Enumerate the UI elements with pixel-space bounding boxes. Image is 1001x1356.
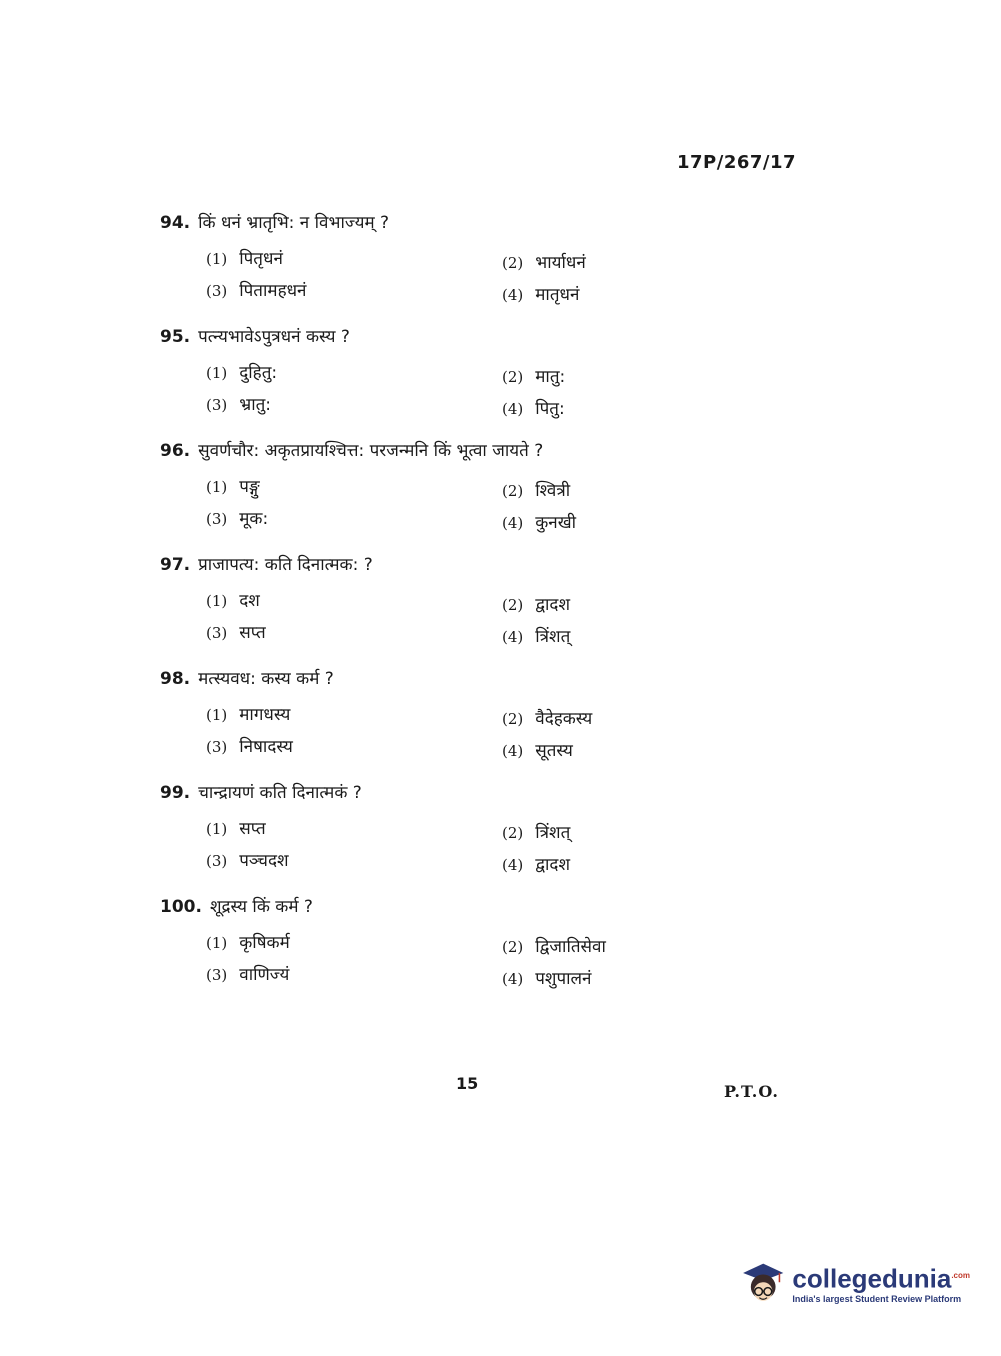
option-2: (2) द्वादश: [502, 595, 571, 615]
question-list: [160, 210, 680, 1008]
question-95: [160, 324, 680, 438]
brand-name: collegedunia$^{.com}$: [792, 1263, 970, 1294]
brand-tagline: India's largest Student Review Platform: [792, 1294, 962, 1305]
option-1: (1) पितृधनं: [206, 249, 283, 269]
question-text: सुवर्णचौर: अकृतप्रायश्चित्त: परजन्मनि किं भूत्वा जायते ?: [198, 441, 544, 461]
question-text: किं धनं भ्रातृभि: न विभाज्यम् ?: [198, 213, 390, 233]
question-number: 98.: [160, 669, 191, 689]
option-4: (4) द्वादश: [502, 855, 571, 875]
option-3: (3) निषादस्य: [206, 737, 293, 757]
question-number: 97.: [160, 555, 191, 575]
collegedunia-logo: [740, 1248, 970, 1318]
question-number: 96.: [160, 441, 191, 461]
option-2: (2) द्विजातिसेवा: [502, 937, 606, 957]
option-2: (2) त्रिंशत्: [502, 823, 571, 843]
option-3: (3) वाणिज्यं: [206, 965, 290, 985]
option-2: (2) भार्याधनं: [502, 253, 586, 273]
option-4: (4) त्रिंशत्: [502, 627, 571, 647]
question-text: मत्स्यवध: कस्य कर्म ?: [198, 669, 334, 689]
option-1: (1) मागधस्य: [206, 705, 291, 725]
option-3: (3) पितामहधनं: [206, 281, 307, 301]
graduate-mascot-icon: [740, 1252, 786, 1314]
option-4: (4) मातृधनं: [502, 285, 580, 305]
option-3: (3) पञ्चदश: [206, 851, 289, 871]
question-96: [160, 438, 680, 552]
question-number: 99.: [160, 783, 191, 803]
option-3: (3) मूक:: [206, 509, 269, 529]
paper-code: 17P/267/17: [677, 152, 797, 173]
question-97: [160, 552, 680, 666]
pto-label: P.T.O.: [724, 1082, 779, 1101]
option-4: (4) पशुपालनं: [502, 969, 592, 989]
option-2: (2) वैदेहकस्य: [502, 709, 593, 729]
option-1: (1) पङ्गु: [206, 477, 260, 497]
question-text: प्राजापत्य: कति दिनात्मक: ?: [198, 555, 373, 575]
option-3: (3) सप्त: [206, 623, 266, 643]
question-text: पत्न्यभावेऽपुत्रधनं कस्य ?: [198, 327, 350, 347]
question-94: [160, 210, 680, 324]
option-2: (2) श्वित्री: [502, 481, 571, 501]
question-98: [160, 666, 680, 780]
option-1: (1) कृषिकर्म: [206, 933, 290, 953]
question-99: [160, 780, 680, 894]
question-number: 95.: [160, 327, 191, 347]
option-4: (4) पितु:: [502, 399, 565, 419]
option-1: (1) दुहितु:: [206, 363, 278, 383]
question-100: [160, 894, 680, 1008]
question-text: शूद्रस्य किं कर्म ?: [209, 897, 313, 917]
question-number: 100.: [160, 897, 202, 917]
question-number: 94.: [160, 213, 191, 233]
option-2: (2) मातु:: [502, 367, 566, 387]
option-1: (1) सप्त: [206, 819, 266, 839]
page-number: 15: [456, 1074, 479, 1093]
option-4: (4) कुनखी: [502, 513, 577, 533]
question-text: चान्द्रायणं कति दिनात्मकं ?: [198, 783, 362, 803]
option-3: (3) भ्रातु:: [206, 395, 272, 415]
option-1: (1) दश: [206, 591, 260, 611]
option-4: (4) सूतस्य: [502, 741, 573, 761]
